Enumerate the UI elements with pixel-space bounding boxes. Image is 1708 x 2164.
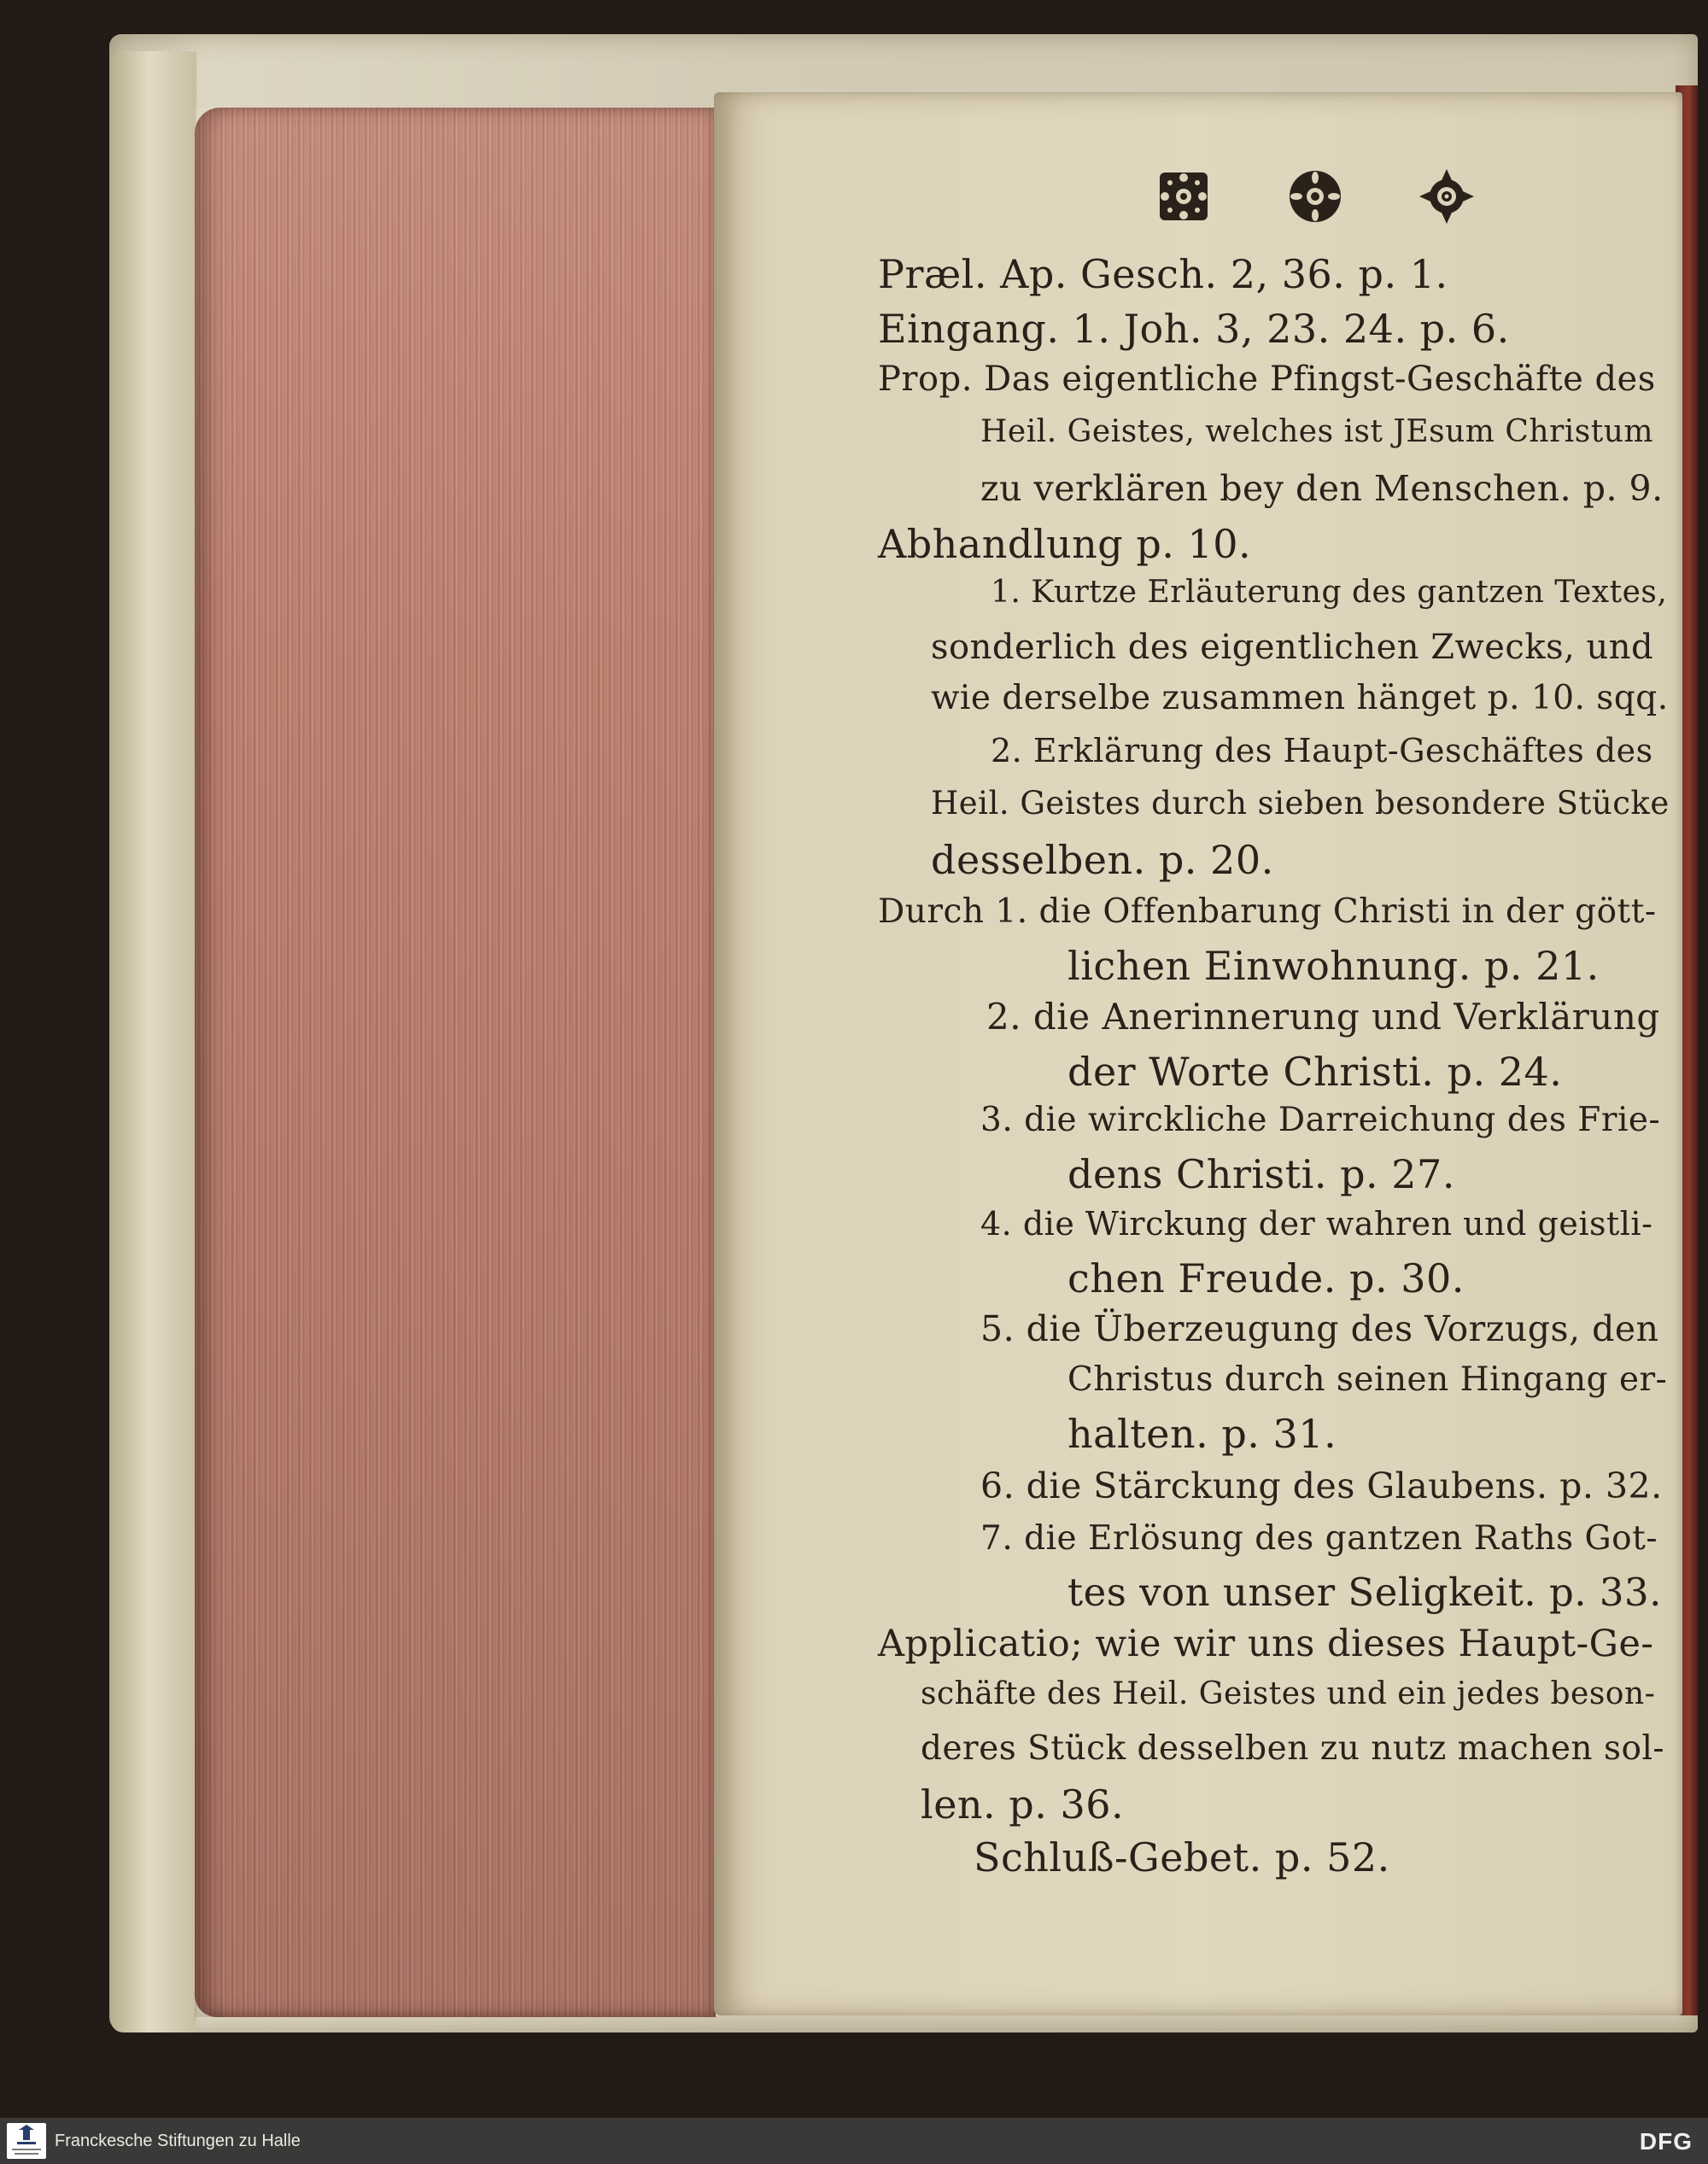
dfg-logo[interactable]: DFG bbox=[1639, 2128, 1693, 2155]
toc-line-part-1-end: wie derselbe zusammen hänget p. 10. sqq. bbox=[931, 679, 1669, 717]
ornament-row bbox=[1153, 162, 1477, 231]
toc-line-part-1: 1. Kurtze Erläuterung des gantzen Textes, bbox=[991, 575, 1668, 610]
toc-line-durch-2-cont: der Worte Christi. p. 24. bbox=[1068, 1049, 1563, 1095]
franckesche-stiftungen-logo-icon[interactable] bbox=[7, 2123, 46, 2159]
toc-line-durch-1-cont: lichen Einwohnung. p. 21. bbox=[1068, 943, 1600, 989]
page-fore-edge bbox=[195, 108, 716, 2017]
fleuron-icon bbox=[1284, 166, 1346, 227]
toc-line-durch-7-cont: tes von unser Seligkeit. p. 33. bbox=[1068, 1570, 1662, 1615]
toc-line-part-1-cont: sonderlich des eigentlichen Zwecks, und bbox=[931, 628, 1654, 667]
toc-line-part-2-end: desselben. p. 20. bbox=[931, 837, 1274, 883]
toc-line-durch-5-end: halten. p. 31. bbox=[1068, 1411, 1337, 1457]
toc-line-applicatio-cont: schäfte des Heil. Geistes und ein jedes beson- bbox=[921, 1676, 1656, 1711]
toc-line-proposition-cont: Heil. Geistes, welches ist JEsum Christum bbox=[980, 414, 1654, 449]
toc-line-durch-4-cont: chen Freude. p. 30. bbox=[1068, 1255, 1465, 1301]
toc-line-durch-3: 3. die wirckliche Darreichung des Frie- bbox=[980, 1101, 1661, 1139]
toc-line-applicatio-end: len. p. 36. bbox=[921, 1781, 1125, 1828]
toc-line-durch-7: 7. die Erlösung des gantzen Raths Got- bbox=[980, 1519, 1658, 1558]
fleuron-icon bbox=[1153, 166, 1214, 227]
toc-line-part-2: 2. Erklärung des Haupt-Geschäftes des bbox=[991, 732, 1653, 769]
toc-line-applicatio-cont-2: deres Stück desselben zu nutz machen sol- bbox=[921, 1729, 1665, 1768]
toc-line-durch-5-cont: Christus durch seinen Hingang er- bbox=[1068, 1360, 1668, 1399]
toc-line-durch-4: 4. die Wirckung der wahren und geistli- bbox=[980, 1205, 1653, 1243]
institution-name[interactable]: Franckesche Stiftungen zu Halle bbox=[55, 2132, 301, 2150]
fleuron-icon bbox=[1416, 166, 1477, 227]
toc-line-durch-2: 2. die Anerinnerung und Verklärung bbox=[986, 996, 1660, 1038]
toc-line-durch-6: 6. die Stärckung des Glaubens. p. 32. bbox=[980, 1465, 1663, 1506]
toc-line-durch-1: Durch 1. die Offenbarung Christi in der gött- bbox=[878, 892, 1657, 931]
toc-line-schlussgebet: Schluß-Gebet. p. 52. bbox=[974, 1834, 1390, 1880]
toc-line-part-2-cont: Heil. Geistes durch sieben besondere Stücke bbox=[931, 785, 1670, 822]
cover-spine-edge bbox=[111, 51, 196, 2032]
toc-line-abhandlung: Abhandlung p. 10. bbox=[878, 521, 1252, 567]
toc-line-proposition-end: zu verklären bey den Menschen. p. 9. bbox=[980, 468, 1664, 509]
toc-line-durch-5: 5. die Überzeugung des Vorzugs, den bbox=[980, 1308, 1659, 1349]
viewer-footer bbox=[0, 2118, 1708, 2164]
toc-line-eingang: Eingang. 1. Joh. 3, 23. 24. p. 6. bbox=[878, 306, 1510, 352]
toc-line-applicatio: Applicatio; wie wir uns dieses Haupt-Ge- bbox=[878, 1623, 1654, 1665]
toc-line-durch-3-cont: dens Christi. p. 27. bbox=[1068, 1151, 1455, 1197]
toc-line-praeliminary: Præl. Ap. Gesch. 2, 36. p. 1. bbox=[878, 251, 1448, 297]
toc-line-proposition: Prop. Das eigentliche Pfingst-Geschäfte des bbox=[878, 360, 1656, 399]
